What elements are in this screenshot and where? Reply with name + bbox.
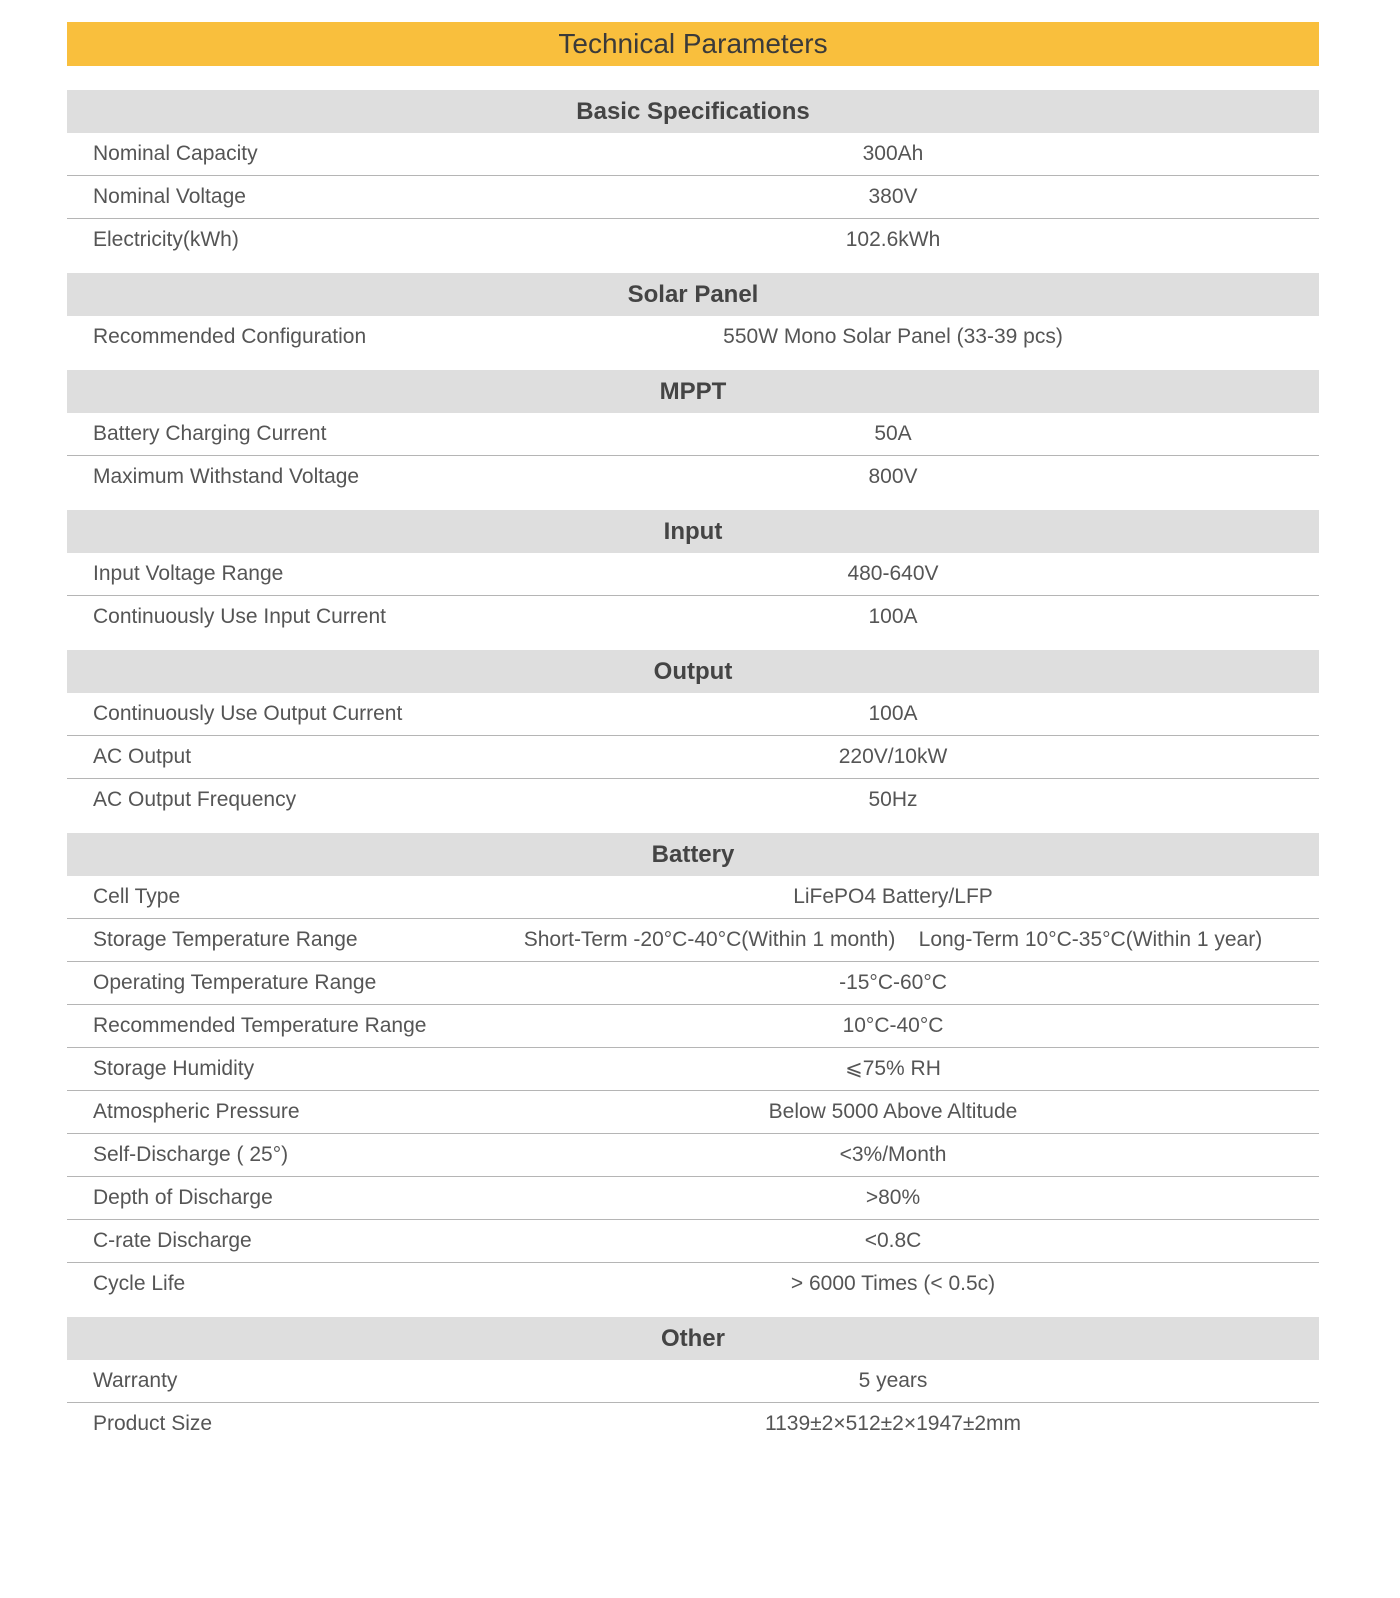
- table-row: [67, 1403, 1319, 1445]
- table-row: [67, 1220, 1319, 1263]
- section-battery: [67, 833, 1319, 1305]
- table-row: [67, 919, 1319, 962]
- section-other: [67, 1317, 1319, 1445]
- row-label: Continuously Use Output Current: [93, 702, 403, 725]
- row-label: Storage Temperature Range: [93, 928, 358, 951]
- row-label: Battery Charging Current: [93, 422, 327, 445]
- spec-table: [67, 22, 1319, 1445]
- section-header: Solar Panel: [67, 273, 1319, 316]
- row-value: 100A: [868, 702, 918, 725]
- row-value: 50A: [874, 422, 912, 445]
- row-label: Continuously Use Input Current: [93, 605, 386, 628]
- row-value: <3%/Month: [839, 1143, 947, 1166]
- row-value: 1139±2×512±2×1947±2mm: [764, 1412, 1022, 1435]
- table-row: [67, 553, 1319, 596]
- row-label: Nominal Voltage: [93, 185, 246, 208]
- table-row: [67, 219, 1319, 261]
- row-label: C-rate Discharge: [93, 1229, 252, 1252]
- row-value: 220V/10kW: [838, 745, 948, 768]
- table-row: [67, 736, 1319, 779]
- section-input: [67, 510, 1319, 638]
- row-label: Cell Type: [93, 885, 181, 908]
- table-row: [67, 1134, 1319, 1177]
- row-value: <0.8C: [864, 1229, 922, 1252]
- row-value: -15°C-60°C: [839, 971, 947, 994]
- row-value: 50Hz: [868, 788, 918, 811]
- sections-container: [67, 90, 1319, 1445]
- row-label: Storage Humidity: [93, 1057, 255, 1080]
- row-label: Maximum Withstand Voltage: [93, 465, 360, 488]
- row-value: 800V: [868, 465, 918, 488]
- row-label: Atmospheric Pressure: [93, 1100, 300, 1123]
- row-value: Below 5000 Above Altitude: [768, 1100, 1018, 1123]
- row-label: Product Size: [93, 1412, 213, 1435]
- page-title: Technical Parameters: [67, 22, 1319, 66]
- table-row: [67, 1005, 1319, 1048]
- row-label: Depth of Discharge: [93, 1186, 273, 1209]
- row-value: 10°C-40°C: [842, 1014, 944, 1037]
- section-header: MPPT: [67, 370, 1319, 413]
- table-row: [67, 693, 1319, 736]
- table-row: [67, 1091, 1319, 1134]
- row-label: Recommended Configuration: [93, 325, 367, 348]
- row-value: ⩽75% RH: [845, 1057, 941, 1080]
- table-row: [67, 456, 1319, 498]
- section-header: Other: [67, 1317, 1319, 1360]
- row-value: 480-640V: [847, 562, 939, 585]
- row-value: Short-Term -20°C-40°C(Within 1 month) Long-Term 10°C-35°C(Within 1 year): [523, 928, 1263, 951]
- row-label: Self-Discharge ( 25°): [93, 1143, 289, 1166]
- row-label: Operating Temperature Range: [93, 971, 377, 994]
- section-solar-panel: [67, 273, 1319, 358]
- table-row: [67, 876, 1319, 919]
- row-value: 550W Mono Solar Panel (33-39 pcs): [723, 325, 1063, 348]
- table-row: [67, 413, 1319, 456]
- row-value: 300Ah: [862, 142, 924, 165]
- row-label: Electricity(kWh): [93, 228, 239, 251]
- row-label: Nominal Capacity: [93, 142, 258, 165]
- section-output: [67, 650, 1319, 821]
- table-row: [67, 779, 1319, 821]
- row-label: Cycle Life: [93, 1272, 186, 1295]
- table-row: [67, 1360, 1319, 1403]
- section-header: Battery: [67, 833, 1319, 876]
- table-row: [67, 133, 1319, 176]
- row-label: AC Output Frequency: [93, 788, 297, 811]
- row-label: Recommended Temperature Range: [93, 1014, 427, 1037]
- table-row: [67, 1048, 1319, 1091]
- row-label: Warranty: [93, 1369, 178, 1392]
- table-row: [67, 316, 1319, 358]
- table-row: [67, 962, 1319, 1005]
- row-value: 5 years: [858, 1369, 928, 1392]
- row-value: LiFePO4 Battery/LFP: [793, 885, 993, 908]
- row-value: >80%: [865, 1186, 921, 1209]
- section-header: Output: [67, 650, 1319, 693]
- row-value: 100A: [868, 605, 918, 628]
- row-label: AC Output: [93, 745, 192, 768]
- row-label: Input Voltage Range: [93, 562, 284, 585]
- table-row: [67, 176, 1319, 219]
- row-value: > 6000 Times (< 0.5c): [790, 1272, 996, 1295]
- section-header: Input: [67, 510, 1319, 553]
- table-row: [67, 1263, 1319, 1305]
- section-mppt: [67, 370, 1319, 498]
- row-value: 102.6kWh: [845, 228, 941, 251]
- section-basic-specifications: [67, 90, 1319, 261]
- row-value: 380V: [868, 185, 918, 208]
- table-row: [67, 596, 1319, 638]
- table-row: [67, 1177, 1319, 1220]
- section-header: Basic Specifications: [67, 90, 1319, 133]
